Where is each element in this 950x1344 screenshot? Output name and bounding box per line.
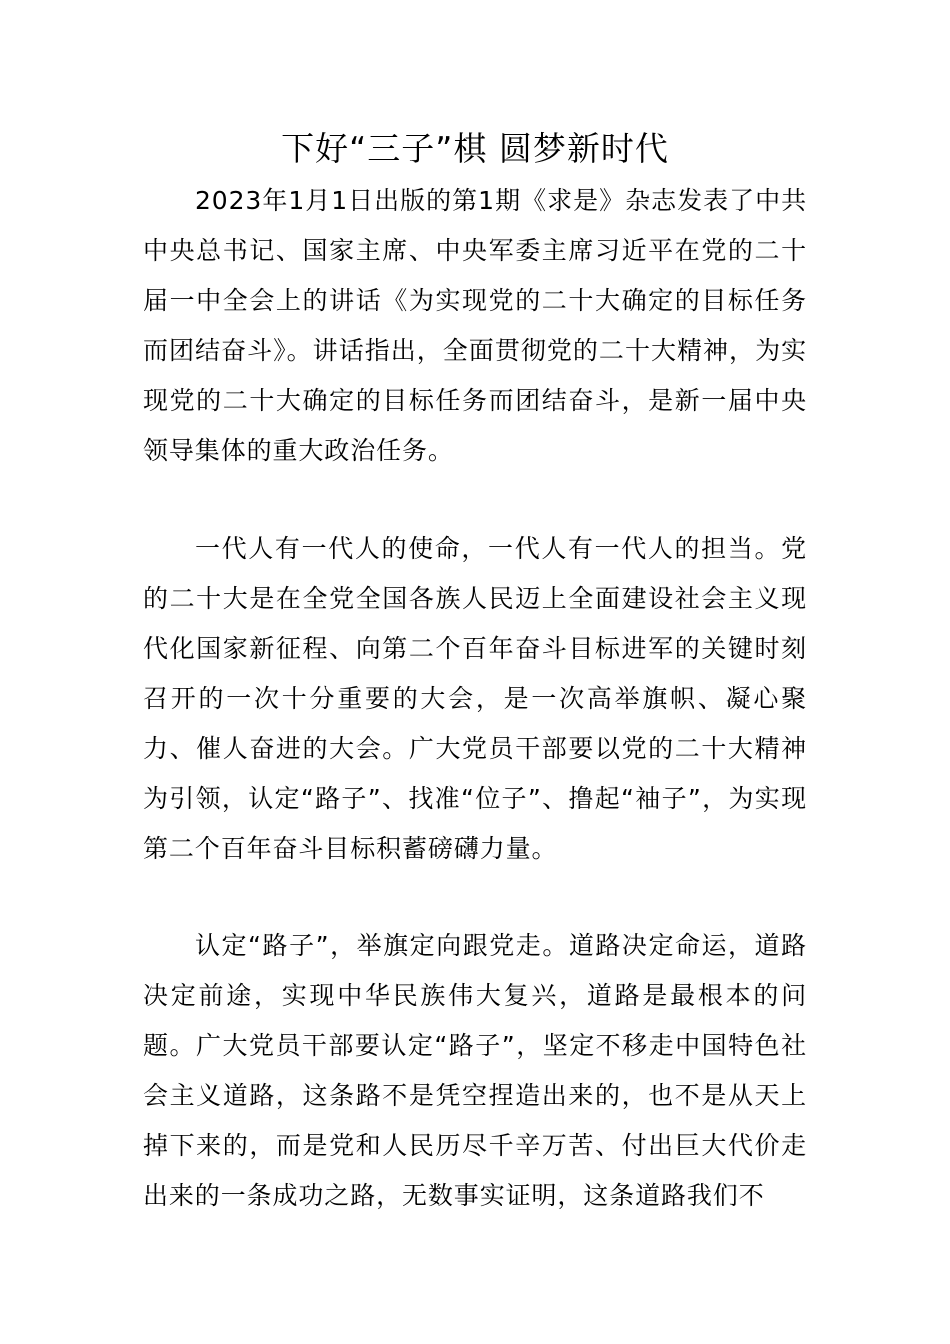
article-paragraph-3: 认定“路子”，举旗定向跟党走。道路决定命运，道路决定前途，实现中华民族伟大复兴，道路是最根本的问题。广大党员干部要认定“路子”，坚定不移走中国特色社会主义道路，这条路不是凭空捏造出来的，也不是从天上掉下来的，而是党和人民历尽千辛万苦、付出巨大代价走出来的一条成功之路，无数事实证明，这条道路我们不 <box>143 931 807 1210</box>
article-title: 下好“三子”棋 圆梦新时代 <box>281 129 669 168</box>
article-paragraph-2: 一代人有一代人的使命，一代人有一代人的担当。党的二十大是在全党全国各族人民迈上全面建设社会主义现代化国家新征程、向第二个百年奋斗目标进军的关键时刻召开的一次十分重要的大会，是一次高举旗帜、凝心聚力、催人奋进的大会。广大党员干部要以党的二十大精神为引领，认定“路子”、找准“位子”、撸起“袖子”，为实现第二个百年奋斗目标积蓄磅礴力量。 <box>143 534 807 863</box>
article-paragraph-1: 2023年1月1日出版的第1期《求是》杂志发表了中共中央总书记、国家主席、中央军委主席习近平在党的二十届一中全会上的讲话《为实现党的二十大确定的目标任务而团结奋斗》。讲话指出，全面贯彻党的二十大精神，为实现党的二十大确定的目标任务而团结奋斗，是新一届中央领导集体的重大政治任务。 <box>143 186 807 465</box>
